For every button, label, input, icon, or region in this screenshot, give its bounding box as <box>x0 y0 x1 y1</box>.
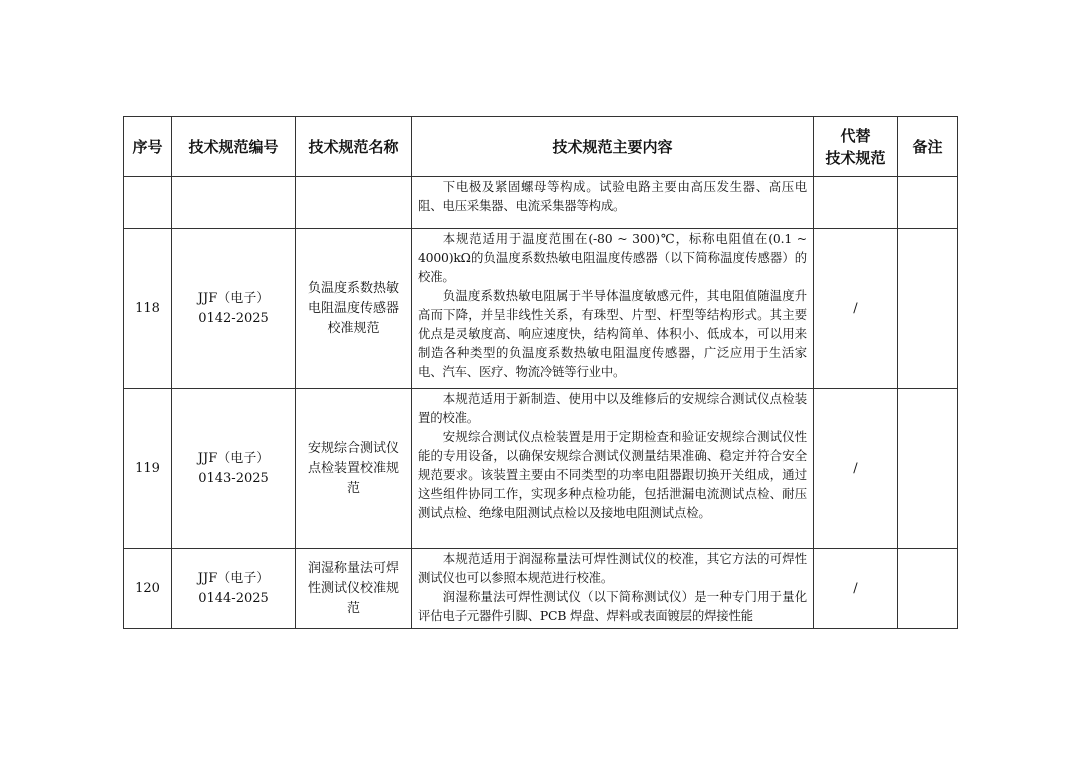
cell-code-line1: JJF（电子） <box>197 570 270 586</box>
header-row <box>124 117 958 177</box>
table-row <box>124 389 958 549</box>
content-paragraph: 下电极及紧固螺母等构成。试验电路主要由高压发生器、高压电阻、电压采集器、电流采集器等构成。 <box>418 179 807 213</box>
cell-content <box>412 549 814 629</box>
cell-content <box>412 389 814 549</box>
cell-seq: 120 <box>124 549 172 629</box>
cell-note <box>898 229 958 389</box>
table-row <box>124 229 958 389</box>
cell-name: 润湿称量法可焊性测试仪校准规范 <box>296 549 412 629</box>
cell-note <box>898 177 958 229</box>
cell-code <box>172 549 296 629</box>
content-paragraph: 安规综合测试仪点检装置是用于定期检查和验证安规综合测试仪性能的专用设备，以确保安规综合测试仪测量结果准确、稳定并符合安全规范要求。该装置主要由不同类型的功率电阻器跟切换开关组成，通过这些组件协同工作，实现多种点检功能，包括泄漏电流测试点检、耐压测试点检、绝缘电阻测试点检以及接地电阻测试点检。 <box>418 429 807 520</box>
cell-replace: / <box>814 389 898 549</box>
content-paragraph: 本规范适用于温度范围在(-80 ~ 300)℃，标称电阻值在(0.1 ~ 4000)kΩ的负温度系数热敏电阻温度传感器（以下简称温度传感器）的校准。 <box>418 231 807 284</box>
cell-seq: 119 <box>124 389 172 549</box>
header-replace-line2: 技术规范 <box>825 148 886 167</box>
cell-content <box>412 229 814 389</box>
cell-code <box>172 229 296 389</box>
header-replace <box>814 117 898 177</box>
cell-name <box>296 177 412 229</box>
content-paragraph: 本规范适用于润湿称量法可焊性测试仪的校准，其它方法的可焊性测试仪也可以参照本规范进行校准。 <box>418 551 807 585</box>
header-seq: 序号 <box>124 117 172 177</box>
cell-seq <box>124 177 172 229</box>
cell-seq: 118 <box>124 229 172 389</box>
header-replace-line1: 代替 <box>840 126 871 145</box>
header-content: 技术规范主要内容 <box>412 117 814 177</box>
cell-code-line1: JJF（电子） <box>197 450 270 466</box>
cell-code-line2: 0142-2025 <box>198 310 269 326</box>
spec-table <box>123 116 958 629</box>
content-paragraph: 负温度系数热敏电阻属于半导体温度敏感元件，其电阻值随温度升高而下降，并呈非线性关系，有珠型、片型、杆型等结构形式。其主要优点是灵敏度高、响应速度快，结构简单、体积小、低成本，可以用来制造各种类型的负温度系数热敏电阻温度传感器，广泛应用于生活家电、汽车、医疗、物流冷链等行业中。 <box>418 288 807 379</box>
cell-code-line2: 0144-2025 <box>198 590 269 606</box>
cell-code <box>172 389 296 549</box>
content-paragraph: 润湿称量法可焊性测试仪（以下简称测试仪）是一种专门用于量化评估电子元器件引脚、PCB 焊盘、焊料或表面镀层的焊接性能 <box>418 589 807 623</box>
cell-name: 安规综合测试仪点检装置校准规范 <box>296 389 412 549</box>
cell-replace: / <box>814 229 898 389</box>
cell-replace <box>814 177 898 229</box>
cell-code <box>172 177 296 229</box>
cell-code-line2: 0143-2025 <box>198 470 269 486</box>
header-note: 备注 <box>898 117 958 177</box>
cell-content <box>412 177 814 229</box>
cell-code-line1: JJF（电子） <box>197 290 270 306</box>
table-row <box>124 177 958 229</box>
cell-replace: / <box>814 549 898 629</box>
content-paragraph: 本规范适用于新制造、使用中以及维修后的安规综合测试仪点检装置的校准。 <box>418 391 807 425</box>
header-name: 技术规范名称 <box>296 117 412 177</box>
table-row <box>124 549 958 629</box>
cell-note <box>898 389 958 549</box>
cell-name: 负温度系数热敏电阻温度传感器校准规范 <box>296 229 412 389</box>
cell-note <box>898 549 958 629</box>
header-code: 技术规范编号 <box>172 117 296 177</box>
